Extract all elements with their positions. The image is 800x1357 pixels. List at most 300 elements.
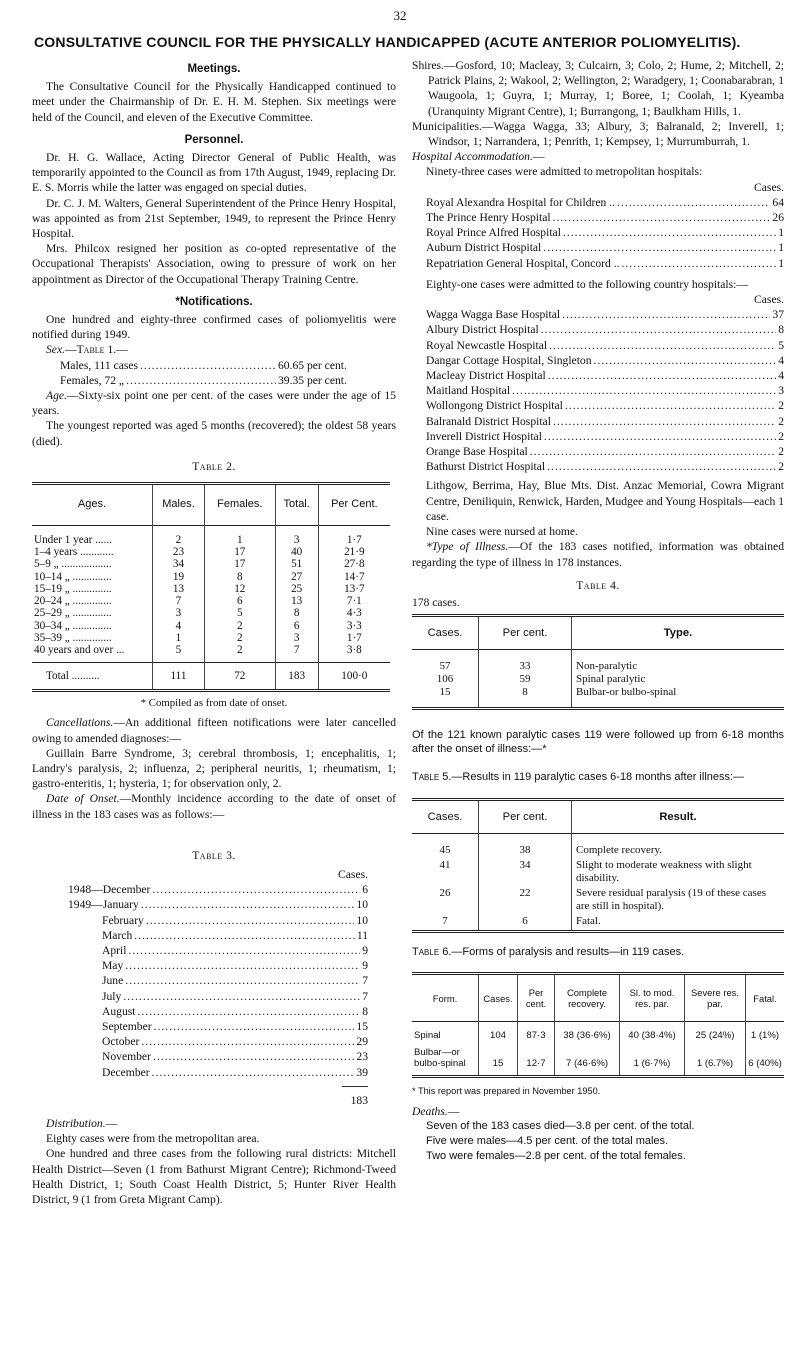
table2-cell: 3·8 — [318, 644, 390, 663]
table3-row — [68, 1004, 368, 1019]
table2-cell: 8 — [275, 607, 318, 619]
table4-header-cell: Cases. — [427, 626, 463, 639]
table3-cases: 29 — [356, 1035, 368, 1049]
females-row — [32, 373, 396, 388]
table5-intro: Of the 121 known paralytic cases 119 were followed up from 6-18 months after the onset of illness:—* — [412, 729, 784, 756]
table6-cell: 1 (6·7%) — [620, 1043, 685, 1077]
table2-total-cell: 183 — [275, 663, 318, 691]
table2-cell: 1·7 — [318, 632, 390, 644]
table3-month: April — [102, 943, 127, 957]
table3-month: August — [102, 1004, 136, 1018]
country-hospital-row — [412, 459, 784, 474]
males-row — [32, 358, 396, 373]
meetings-heading: Meetings. — [187, 63, 241, 75]
table2-header-cell: Males. — [153, 484, 205, 526]
table2-cell: 40 — [275, 546, 318, 558]
distribution-label: Distribution. — [46, 1116, 106, 1130]
table3-cases: 11 — [356, 928, 368, 942]
table4-cell: Non-paralytic — [572, 650, 785, 674]
table6-header-cell: Severe res. par. — [685, 974, 746, 1022]
table6-cell: 12·7 — [518, 1043, 555, 1077]
table3-cases: 9 — [362, 959, 368, 973]
metro-hospital-row — [412, 225, 784, 240]
hospital-heading-line: Hospital Accommodation.— — [412, 150, 545, 164]
table6-cell: 87·3 — [518, 1022, 555, 1044]
table6-cell: 40 (38·4%) — [620, 1022, 685, 1044]
metro-intro: Ninety-three cases were admitted to metropolitan hospitals: — [426, 165, 703, 179]
table5-cell: Complete recovery. — [572, 834, 785, 860]
table2-cell: 13 — [275, 595, 318, 607]
table3-row — [68, 973, 368, 988]
table6-cell: 38 (36·6%) — [555, 1022, 620, 1044]
table3-month: March — [102, 928, 133, 942]
sex-table-ref: —Table 1.— — [65, 343, 128, 357]
table2-cell: 1 — [204, 526, 275, 547]
table6-cell: 1 (1%) — [746, 1022, 785, 1044]
metro-hospital-name: Royal Alexandra Hospital for Children .. — [426, 195, 616, 209]
table3-month: June — [102, 974, 124, 988]
table2-cell: 7·1 — [318, 595, 390, 607]
table3-row — [68, 1065, 368, 1080]
table5-results — [412, 798, 784, 933]
table2-header-cell: Ages. — [77, 498, 107, 511]
metro-hospital-cases: 64 — [772, 195, 784, 209]
table2-cell: 30–34 „ .............. — [34, 619, 112, 632]
table5-header-row — [412, 800, 784, 834]
country-hospital-cases: 8 — [778, 323, 784, 337]
table2-cell: 27 — [275, 571, 318, 583]
table5-header-cell: Result. — [572, 800, 785, 834]
table5-cell: 26 — [439, 887, 451, 900]
municipalities-paragraph: Municipalities.—Wagga Wagga, 33; Albury, 3; Balranald, 2; Inverell, 1; Windsor, 1; Narrandera, 1; Penrith, 1; Kempsey, 1; Murrumburrah, 1. — [412, 119, 784, 149]
table3-row — [68, 928, 368, 943]
country-hospital-row — [412, 398, 784, 413]
metro-hospital-row — [412, 195, 784, 210]
table2-cell: 1 — [153, 632, 205, 644]
cancellations-paragraph — [32, 715, 396, 745]
table2-header-cell: Total. — [275, 484, 318, 526]
table6-cell: 6 (40%) — [746, 1043, 785, 1077]
table4-header-cell: Type. — [572, 616, 785, 650]
type-paragraph — [412, 539, 784, 569]
sex-label: Sex. — [46, 343, 65, 357]
table4-row — [412, 650, 784, 674]
country-hospital-cases: 37 — [772, 308, 784, 322]
table3-monthly — [68, 867, 368, 1108]
age-label: Age. — [46, 389, 67, 403]
table2-cell: 40 years and over ... — [34, 643, 125, 656]
country-hospital-name: Wagga Wagga Base Hospital — [426, 308, 561, 322]
table5-cell: Fatal. — [572, 915, 785, 932]
table6-cell: 25 (24%) — [685, 1022, 746, 1044]
table3-month: May — [102, 959, 124, 973]
personnel-paragraph-3: Mrs. Philcox resigned her position as co-opted representative of the Occupational Therapists' Association, owing to pressure of work on her appointment as Director of the Occupational Therapy Training Centre. — [32, 242, 396, 286]
table2-cell: 51 — [275, 558, 318, 570]
table4-cell: 59 — [479, 673, 572, 686]
hospital-heading: Hospital Accommodation. — [412, 150, 533, 164]
country-hospital-cases: 2 — [778, 445, 784, 459]
country-hospital-cases: 2 — [778, 460, 784, 474]
distribution-paragraph-1: Eighty cases were from the metropolitan area. — [46, 1132, 260, 1146]
report-footnote: * This report was prepared in November 1950. — [412, 1086, 601, 1097]
table3-month: December — [102, 1065, 150, 1079]
table4-subcaption: 178 cases. — [412, 595, 460, 609]
table5-row — [412, 915, 784, 932]
table3-row — [68, 1019, 368, 1034]
table3-total: 183 — [350, 1093, 368, 1107]
table2-row — [32, 571, 390, 583]
country-hospital-row — [412, 338, 784, 353]
table3-cases: 10 — [356, 898, 368, 912]
metro-hospital-name: Royal Prince Alfred Hospital — [426, 226, 561, 240]
cancellations-text: —An additional fifteen notifications were later cancelled owing to amended diagnoses:— — [32, 716, 396, 745]
cancellations-list: Guillain Barre Syndrome, 3; cerebral thrombosis, 1; encephalitis, 1; Landry's paralysis, 2; influenza, 2; peripheral neuritis, 1; rheumatism, 1; gastro-enteritis, 1; hysteria, 1; for observation only, 2. — [32, 746, 396, 791]
table4-header-cell: Per cent. — [479, 616, 572, 650]
table3-cases: 6 — [362, 883, 368, 897]
personnel-heading: Personnel. — [184, 133, 244, 146]
table6-row — [412, 1043, 784, 1077]
table4-header-row — [412, 616, 784, 650]
table2-cell: 15–19 „ .............. — [34, 582, 112, 595]
personnel-paragraph-1: Dr. H. G. Wallace, Acting Director General of Public Health, was temporarily appointed to the Council as from 17th August, 1949, replacing Dr. E. S. Morris while the latter was engaged on special duties. — [32, 151, 396, 195]
table3-cases: 7 — [362, 989, 368, 1003]
females-label: Females, 72 „ — [60, 373, 125, 387]
table3-row — [68, 897, 368, 912]
table3-row — [68, 943, 368, 958]
country-hospital-row — [412, 383, 784, 398]
table2-cell: 5 — [204, 607, 275, 619]
table6-caption-label: Table 6. — [412, 946, 452, 959]
table5-row — [412, 834, 784, 860]
table3-cases: 15 — [356, 1019, 368, 1033]
table6-caption-text: —Forms of paralysis and results—in 119 cases. — [451, 946, 685, 959]
table3-month: July — [102, 989, 122, 1003]
table2-cell: 4 — [153, 620, 205, 632]
table2-row — [32, 632, 390, 644]
youngest-paragraph: The youngest reported was aged 5 months (recovered); the oldest 58 years (died). — [32, 419, 396, 448]
country-hospital-list — [412, 307, 784, 474]
table2-cell: 34 — [153, 558, 205, 570]
table2-row — [32, 558, 390, 570]
table2-row — [32, 583, 390, 595]
metro-hospital-row — [412, 210, 784, 225]
table4-type — [412, 614, 784, 710]
table4-cell: 106 — [436, 673, 454, 686]
country-hospital-row — [412, 414, 784, 429]
table2-cell: 17 — [204, 546, 275, 558]
table5-cell: 6 — [479, 915, 572, 932]
table4-cell: Spinal paralytic — [572, 673, 785, 686]
country-hospital-name: Macleay District Hospital — [426, 369, 546, 383]
onset-text: —Monthly incidence according to the date of onset of illness in the 183 cases was as follows:— — [32, 792, 396, 821]
table2-header-cell: Females. — [204, 484, 275, 526]
table3-cases-heading: Cases. — [338, 867, 368, 881]
onset-paragraph — [32, 791, 396, 821]
table5-header-cell: Per cent. — [479, 800, 572, 834]
table4-cell: 8 — [479, 686, 572, 709]
country-hospital-row — [412, 322, 784, 337]
table2-cell: 1·7 — [318, 526, 390, 547]
table2-cell: 8 — [204, 571, 275, 583]
cancellations-label: Cancellations. — [46, 716, 114, 730]
table2-cell: 10–14 „ .............. — [34, 570, 112, 583]
country-hospital-row — [412, 307, 784, 322]
table6-body — [412, 1022, 784, 1077]
table3-month: November — [102, 1050, 151, 1064]
table2-body — [32, 526, 390, 663]
right-column — [412, 58, 784, 1164]
table5-cell: 22 — [479, 887, 572, 915]
males-label: Males, 111 cases — [60, 358, 139, 372]
country-hospital-name: Wollongong District Hospital — [426, 399, 563, 413]
table4-row — [412, 673, 784, 686]
table3-cases: 39 — [356, 1065, 368, 1079]
country-hospital-name: Albury District Hospital — [426, 323, 539, 337]
table2-cell: 13 — [153, 583, 205, 595]
table2-cell: 5 — [153, 644, 205, 663]
country-hospital-name: Dangar Cottage Hospital, Singleton — [426, 353, 592, 367]
age-text: —Sixty-six point one per cent. of the cases were under the age of 15 years. — [32, 389, 396, 418]
country-hospital-name: Inverell District Hospital — [426, 429, 542, 443]
country-hospital-cases: 4 — [778, 369, 784, 383]
table2-header-cell: Per Cent. — [318, 484, 390, 526]
table2-total-cell: Total .......... — [46, 670, 100, 682]
table2-total-row — [32, 663, 390, 691]
table6-header-cell: Sl. to mod. res. par. — [620, 974, 685, 1022]
country-hospital-name: Orange Base Hospital — [426, 445, 528, 459]
table2-cell: 2 — [153, 526, 205, 547]
table5-cell: 38 — [479, 834, 572, 860]
table3-month: 1948—December — [68, 883, 151, 897]
table2-cell: 25–29 „ .............. — [34, 607, 112, 620]
country-more: Lithgow, Berrima, Hay, Blue Mts. Dist. Anzac Memorial, Cowra Migrant Centre, Deniliquin, Renwick, Harden, Mudgee and Young Hospitals—each 1 case. — [426, 479, 784, 523]
table6-caption — [412, 945, 784, 960]
meetings-text: The Consultative Council for the Physically Handicapped continued to meet under the Chairmanship of Dr. E. H. M. Stephen. Six meetings were held of the Council, and eleven of the Executive Committee. — [32, 80, 396, 124]
country-intro: Eighty-one cases were admitted to the following country hospitals:— — [426, 277, 748, 291]
table6-cell: 15 — [479, 1043, 518, 1077]
table2-cell: 23 — [153, 546, 205, 558]
table5-cell: 7 — [442, 915, 448, 928]
table5-caption — [412, 770, 784, 784]
page-number: 32 — [393, 8, 407, 23]
age-paragraph — [32, 388, 396, 418]
metro-hospital-row — [412, 240, 784, 255]
table2-row — [32, 546, 390, 558]
left-column — [32, 58, 396, 1207]
table2-row — [32, 595, 390, 607]
table2-row — [32, 620, 390, 632]
table2-cell: 5–9 „ .................. — [34, 558, 112, 571]
table5-row — [412, 859, 784, 887]
page-title: CONSULTATIVE COUNCIL FOR THE PHYSICALLY HANDICAPPED (ACUTE ANTERIOR POLIOMYELITIS). — [34, 34, 741, 50]
table2-cell: 3·3 — [318, 620, 390, 632]
table2-cell: 1–4 years ............ — [34, 546, 114, 559]
notifications-text: One hundred and eighty-three confirmed cases of poliomyelitis were notified during 1949. — [32, 313, 396, 342]
table6-row — [412, 1022, 784, 1044]
table2-cell: 6 — [275, 620, 318, 632]
table3-cases: 8 — [362, 1004, 368, 1018]
country-hospital-row — [412, 368, 784, 383]
table2-cell: 3 — [275, 526, 318, 547]
table3-rows — [68, 882, 368, 1080]
country-hospital-name: Maitland Hospital — [426, 384, 511, 398]
metro-hospital-row — [412, 256, 784, 271]
table2-row — [32, 607, 390, 619]
table3-row — [68, 1034, 368, 1049]
table4-body — [412, 650, 784, 709]
table2-row — [32, 644, 390, 663]
table2-cell: 13·7 — [318, 583, 390, 595]
table6-cell: Spinal — [414, 1030, 441, 1042]
table2-footnote: * Compiled as from date of onset. — [140, 697, 288, 710]
metro-hospital-cases: 1 — [778, 226, 784, 240]
table3-row — [68, 989, 368, 1004]
table3-month: 1949—January — [68, 898, 139, 912]
country-hospital-cases: 5 — [778, 338, 784, 352]
table3-row — [68, 913, 368, 928]
table4-cell: 15 — [439, 686, 451, 699]
country-hospital-cases: 2 — [778, 429, 784, 443]
deaths-line-2: Five were males—4.5 per cent. of the total males. — [426, 1134, 669, 1147]
table4-row — [412, 686, 784, 709]
country-hospital-cases: 3 — [778, 384, 784, 398]
table3-cases: 10 — [356, 913, 368, 927]
table2-cell: 27·8 — [318, 558, 390, 570]
table2-cell: Under 1 year ...... — [34, 534, 112, 547]
table5-cell: 45 — [439, 844, 451, 857]
table2-cell: 2 — [204, 644, 275, 663]
home-nursed: Nine cases were nursed at home. — [426, 525, 578, 539]
table2-cell: 12 — [204, 583, 275, 595]
country-cases-heading: Cases. — [754, 293, 784, 307]
table6-header-cell: Fatal. — [746, 974, 785, 1022]
table2-cell: 3 — [153, 607, 205, 619]
table3-cases: 9 — [362, 943, 368, 957]
onset-label: Date of Onset. — [46, 792, 120, 806]
table6-cell: 1 (6.7%) — [685, 1043, 746, 1077]
table6-header-cell: Per cent. — [518, 974, 555, 1022]
table2-cell: 21·9 — [318, 546, 390, 558]
table5-cell: Severe residual paralysis (19 of these cases are still in hospital). — [572, 887, 785, 915]
table3-row — [68, 882, 368, 897]
table6-forms — [412, 972, 784, 1078]
notifications-heading: *Notifications. — [175, 295, 253, 308]
table6-cell: 7 (46·6%) — [555, 1043, 620, 1077]
country-hospital-name: Royal Newcastle Hospital — [426, 338, 548, 352]
table3-row — [68, 1049, 368, 1064]
metro-hospital-list — [412, 195, 784, 271]
table3-month: October — [102, 1035, 140, 1049]
metro-hospital-cases: 1 — [778, 256, 784, 270]
personnel-paragraph-2: Dr. C. J. M. Walters, General Superintendent of the Prince Henry Hospital, was appointed as from 21st September, 1949, to represent the Prince Henry Hospital. — [32, 196, 396, 241]
table2-cell: 2 — [204, 632, 275, 644]
table3-cases: 7 — [362, 974, 368, 988]
table5-row — [412, 887, 784, 915]
males-percent: 60.65 per cent. — [278, 358, 347, 372]
table2-cell: 35–39 „ .............. — [34, 631, 112, 644]
table2-cell: 4·3 — [318, 607, 390, 619]
table3-caption: Table 3. — [192, 848, 236, 862]
country-hospital-cases: 2 — [778, 399, 784, 413]
table6-header-cell: Cases. — [479, 974, 518, 1022]
table2-total-cell: 100·0 — [318, 663, 390, 691]
table2-cell: 20–24 „ .............. — [34, 595, 112, 608]
table3-month: September — [102, 1019, 152, 1033]
table2-cell: 14·7 — [318, 571, 390, 583]
table2-cell: 19 — [153, 571, 205, 583]
metro-hospital-name: The Prince Henry Hospital — [426, 211, 551, 225]
table6-header-row — [412, 974, 784, 1022]
shires-paragraph: Shires.—Gosford, 10; Macleay, 3; Culcairn, 3; Colo, 2; Hume, 2; Mitchell, 2; Patrick Plains, 2; Wakool, 2; Wellington, 2; Waradgery, 1; Coonabarabran, 1 Waugoola, 1; Guyra, 1; Murray, 1; Boree, 1; Coolah, 1; Kyeamba (Uranquinty Migrant Centre), 1; Burrangong, 1; Baulkham Hills, 1. — [412, 59, 784, 118]
table5-cell: Slight to moderate weakness with slight disability. — [572, 859, 785, 887]
table2-total-cell: 111 — [153, 663, 205, 691]
metro-cases-heading: Cases. — [754, 180, 784, 194]
table2-caption: Table 2. — [192, 459, 236, 473]
table3-cases: 23 — [356, 1050, 368, 1064]
table2-cell: 7 — [275, 644, 318, 663]
metro-hospital-name: Auburn District Hospital — [426, 241, 542, 255]
table2-cell: 17 — [204, 558, 275, 570]
table2-header-row — [32, 484, 390, 526]
country-hospital-cases: 2 — [778, 414, 784, 428]
table5-cell: 34 — [479, 859, 572, 887]
deaths-line-1: Seven of the 183 cases died—3.8 per cent. of the total. — [426, 1119, 695, 1132]
type-text: —Of the 183 cases notified, information was obtained regarding the type of illness in 178 instances. — [412, 540, 784, 569]
country-hospital-row — [412, 444, 784, 459]
table2-row — [32, 526, 390, 547]
females-percent: 39.35 per cent. — [278, 373, 347, 387]
table4-cell: 57 — [439, 660, 451, 673]
table2-ages — [32, 482, 390, 692]
table5-header-cell: Cases. — [427, 810, 463, 823]
table4-caption: Table 4. — [576, 578, 620, 592]
country-hospital-name: Bathurst District Hospital — [426, 460, 546, 474]
table2-total-cell: 72 — [204, 663, 275, 691]
table3-month: February — [102, 913, 144, 927]
deaths-heading: Deaths. — [412, 1104, 448, 1118]
table6-cell: Bulbar—or bulbo-spinal — [414, 1047, 466, 1070]
metro-hospital-cases: 1 — [778, 241, 784, 255]
table2-cell: 7 — [153, 595, 205, 607]
type-label: *Type of Illness. — [426, 540, 509, 554]
table4-cell: Bulbar-or bulbo-spinal — [572, 686, 785, 709]
distribution-label-line: Distribution.— — [46, 1116, 118, 1130]
table2-cell: 3 — [275, 632, 318, 644]
table6-header-cell: Form. — [432, 992, 458, 1004]
country-hospital-cases: 4 — [778, 353, 784, 367]
table3-row — [68, 958, 368, 973]
metro-hospital-name: Repatriation General Hospital, Concord .. — [426, 256, 620, 270]
table2-cell: 6 — [204, 595, 275, 607]
table5-cell: 41 — [439, 859, 451, 872]
table5-caption-text: —Results in 119 paralytic cases 6-18 months after illness:— — [451, 771, 745, 784]
distribution-paragraph-2: One hundred and three cases from the following rural districts: Mitchell Health District—Seven (1 from Bathurst Migrant Centre); Richmond-Tweed Health District, 1; South Coast Health District, 5; Hunter River Health District, 9 (1 from Greta Migrant Camp). — [32, 1147, 396, 1206]
table5-caption-label: Table 5. — [412, 771, 452, 784]
table6-header-cell: Complete recovery. — [555, 974, 620, 1022]
table4-cell: 33 — [479, 650, 572, 674]
deaths-line-3: Two were females—2.8 per cent. of the total females. — [426, 1150, 686, 1163]
country-hospital-row — [412, 353, 784, 368]
table2-cell: 2 — [204, 620, 275, 632]
table5-body — [412, 834, 784, 932]
deaths-heading-line: Deaths.— — [412, 1104, 460, 1118]
table2-cell: 25 — [275, 583, 318, 595]
metro-hospital-cases: 26 — [772, 211, 784, 225]
country-hospital-name: Balranald District Hospital — [426, 414, 551, 428]
sex-line — [32, 342, 396, 357]
country-hospital-row — [412, 429, 784, 444]
table6-cell: 104 — [479, 1022, 518, 1044]
